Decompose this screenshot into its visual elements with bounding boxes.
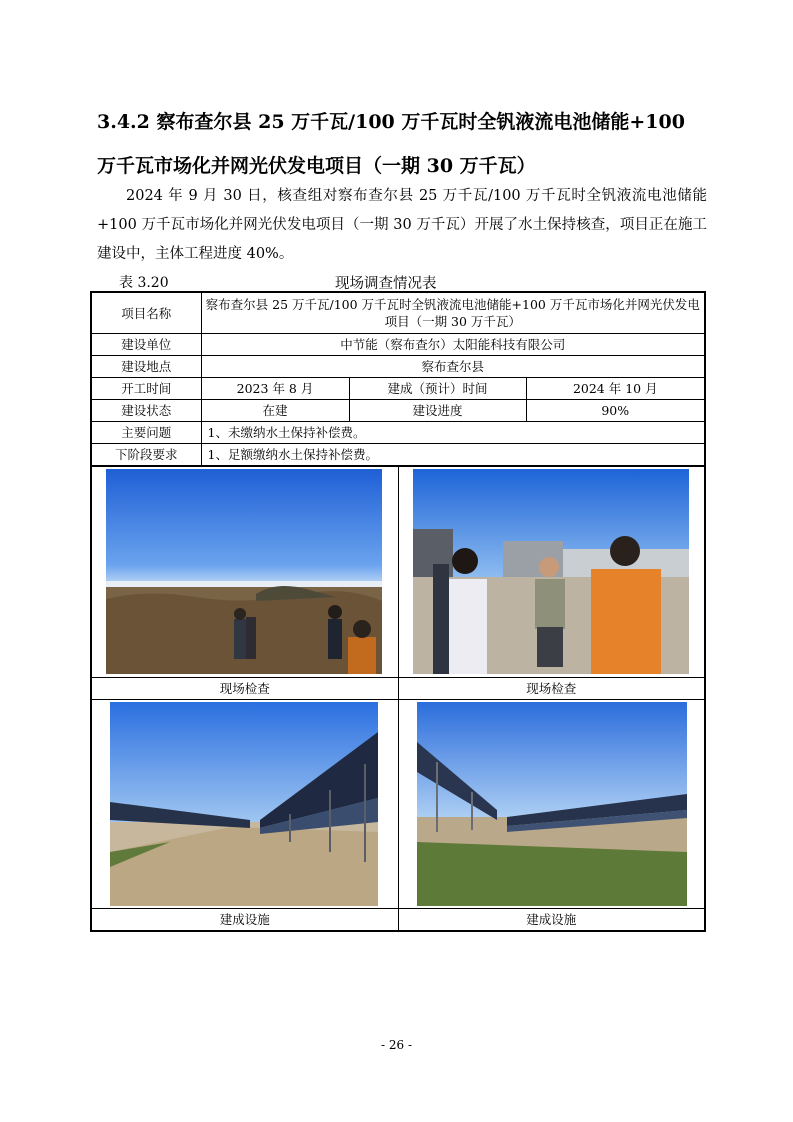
- table-row: [91, 292, 705, 334]
- built-facility-photo-2: [417, 702, 687, 906]
- table-row: [91, 444, 705, 467]
- photo-cell: [398, 467, 705, 678]
- table-caption: [97, 272, 707, 292]
- built-facility-photo-1: [110, 702, 378, 906]
- photo-caption-1: 现场检查: [91, 678, 398, 700]
- table-row: [91, 422, 705, 444]
- unit-label: 建设单位: [91, 334, 201, 356]
- finish-value: 2024 年 10 月: [526, 378, 705, 400]
- photo-cell: [91, 467, 398, 678]
- table-row: [91, 400, 705, 422]
- section-paragraph: 2024 年 9 月 30 日，核查组对察布查尔县 25 万千瓦/100 万千瓦时全钒液流电池储能+100 万千瓦市场化并网光伏发电项目（一期 30 万千瓦）开展了水土保持核查，项目正在施工建设中，主体工程进度 40%。: [97, 188, 707, 262]
- project-name-label: 项目名称: [91, 292, 201, 334]
- progress-value: 90%: [526, 400, 705, 422]
- table-row: [91, 356, 705, 378]
- photo-cell: [398, 700, 705, 909]
- table-row: [91, 334, 705, 356]
- site-inspection-photo-1: [106, 469, 382, 674]
- start-value: 2023 年 8 月: [201, 378, 349, 400]
- page-number: - 26 -: [380, 1038, 412, 1052]
- location-label: 建设地点: [91, 356, 201, 378]
- project-name-value: 察布查尔县 25 万千瓦/100 万千瓦时全钒液流电池储能+100 万千瓦市场化并网光伏发电项目（一期 30 万千瓦）: [201, 292, 705, 334]
- next-value: 1、足额缴纳水土保持补偿费。: [201, 444, 705, 467]
- photo-caption-3: 建成设施: [91, 909, 398, 932]
- finish-label: 建成（预计）时间: [349, 378, 526, 400]
- table-number: 表 3.20: [119, 275, 169, 291]
- site-inspection-photo-2: [413, 469, 689, 674]
- table-title: 现场调查情况表: [335, 276, 437, 292]
- status-label: 建设状态: [91, 400, 201, 422]
- location-value: 察布查尔县: [201, 356, 705, 378]
- next-label: 下阶段要求: [91, 444, 201, 467]
- issues-value: 1、未缴纳水土保持补偿费。: [201, 422, 705, 444]
- table-row: [91, 378, 705, 400]
- photo-cell: [91, 700, 398, 909]
- photo-caption-4: 建成设施: [398, 909, 705, 932]
- section-heading: 3.4.2 察布查尔县 25 万千瓦/100 万千瓦时全钒液流电池储能+100 万千瓦市场化并网光伏发电项目（一期 30 万千瓦）: [97, 111, 685, 177]
- start-label: 开工时间: [91, 378, 201, 400]
- status-value: 在建: [201, 400, 349, 422]
- issues-label: 主要问题: [91, 422, 201, 444]
- photo-table: [90, 466, 706, 932]
- progress-label: 建设进度: [349, 400, 526, 422]
- photo-caption-2: 现场检查: [398, 678, 705, 700]
- unit-value: 中节能（察布查尔）太阳能科技有限公司: [201, 334, 705, 356]
- survey-table: [90, 291, 706, 467]
